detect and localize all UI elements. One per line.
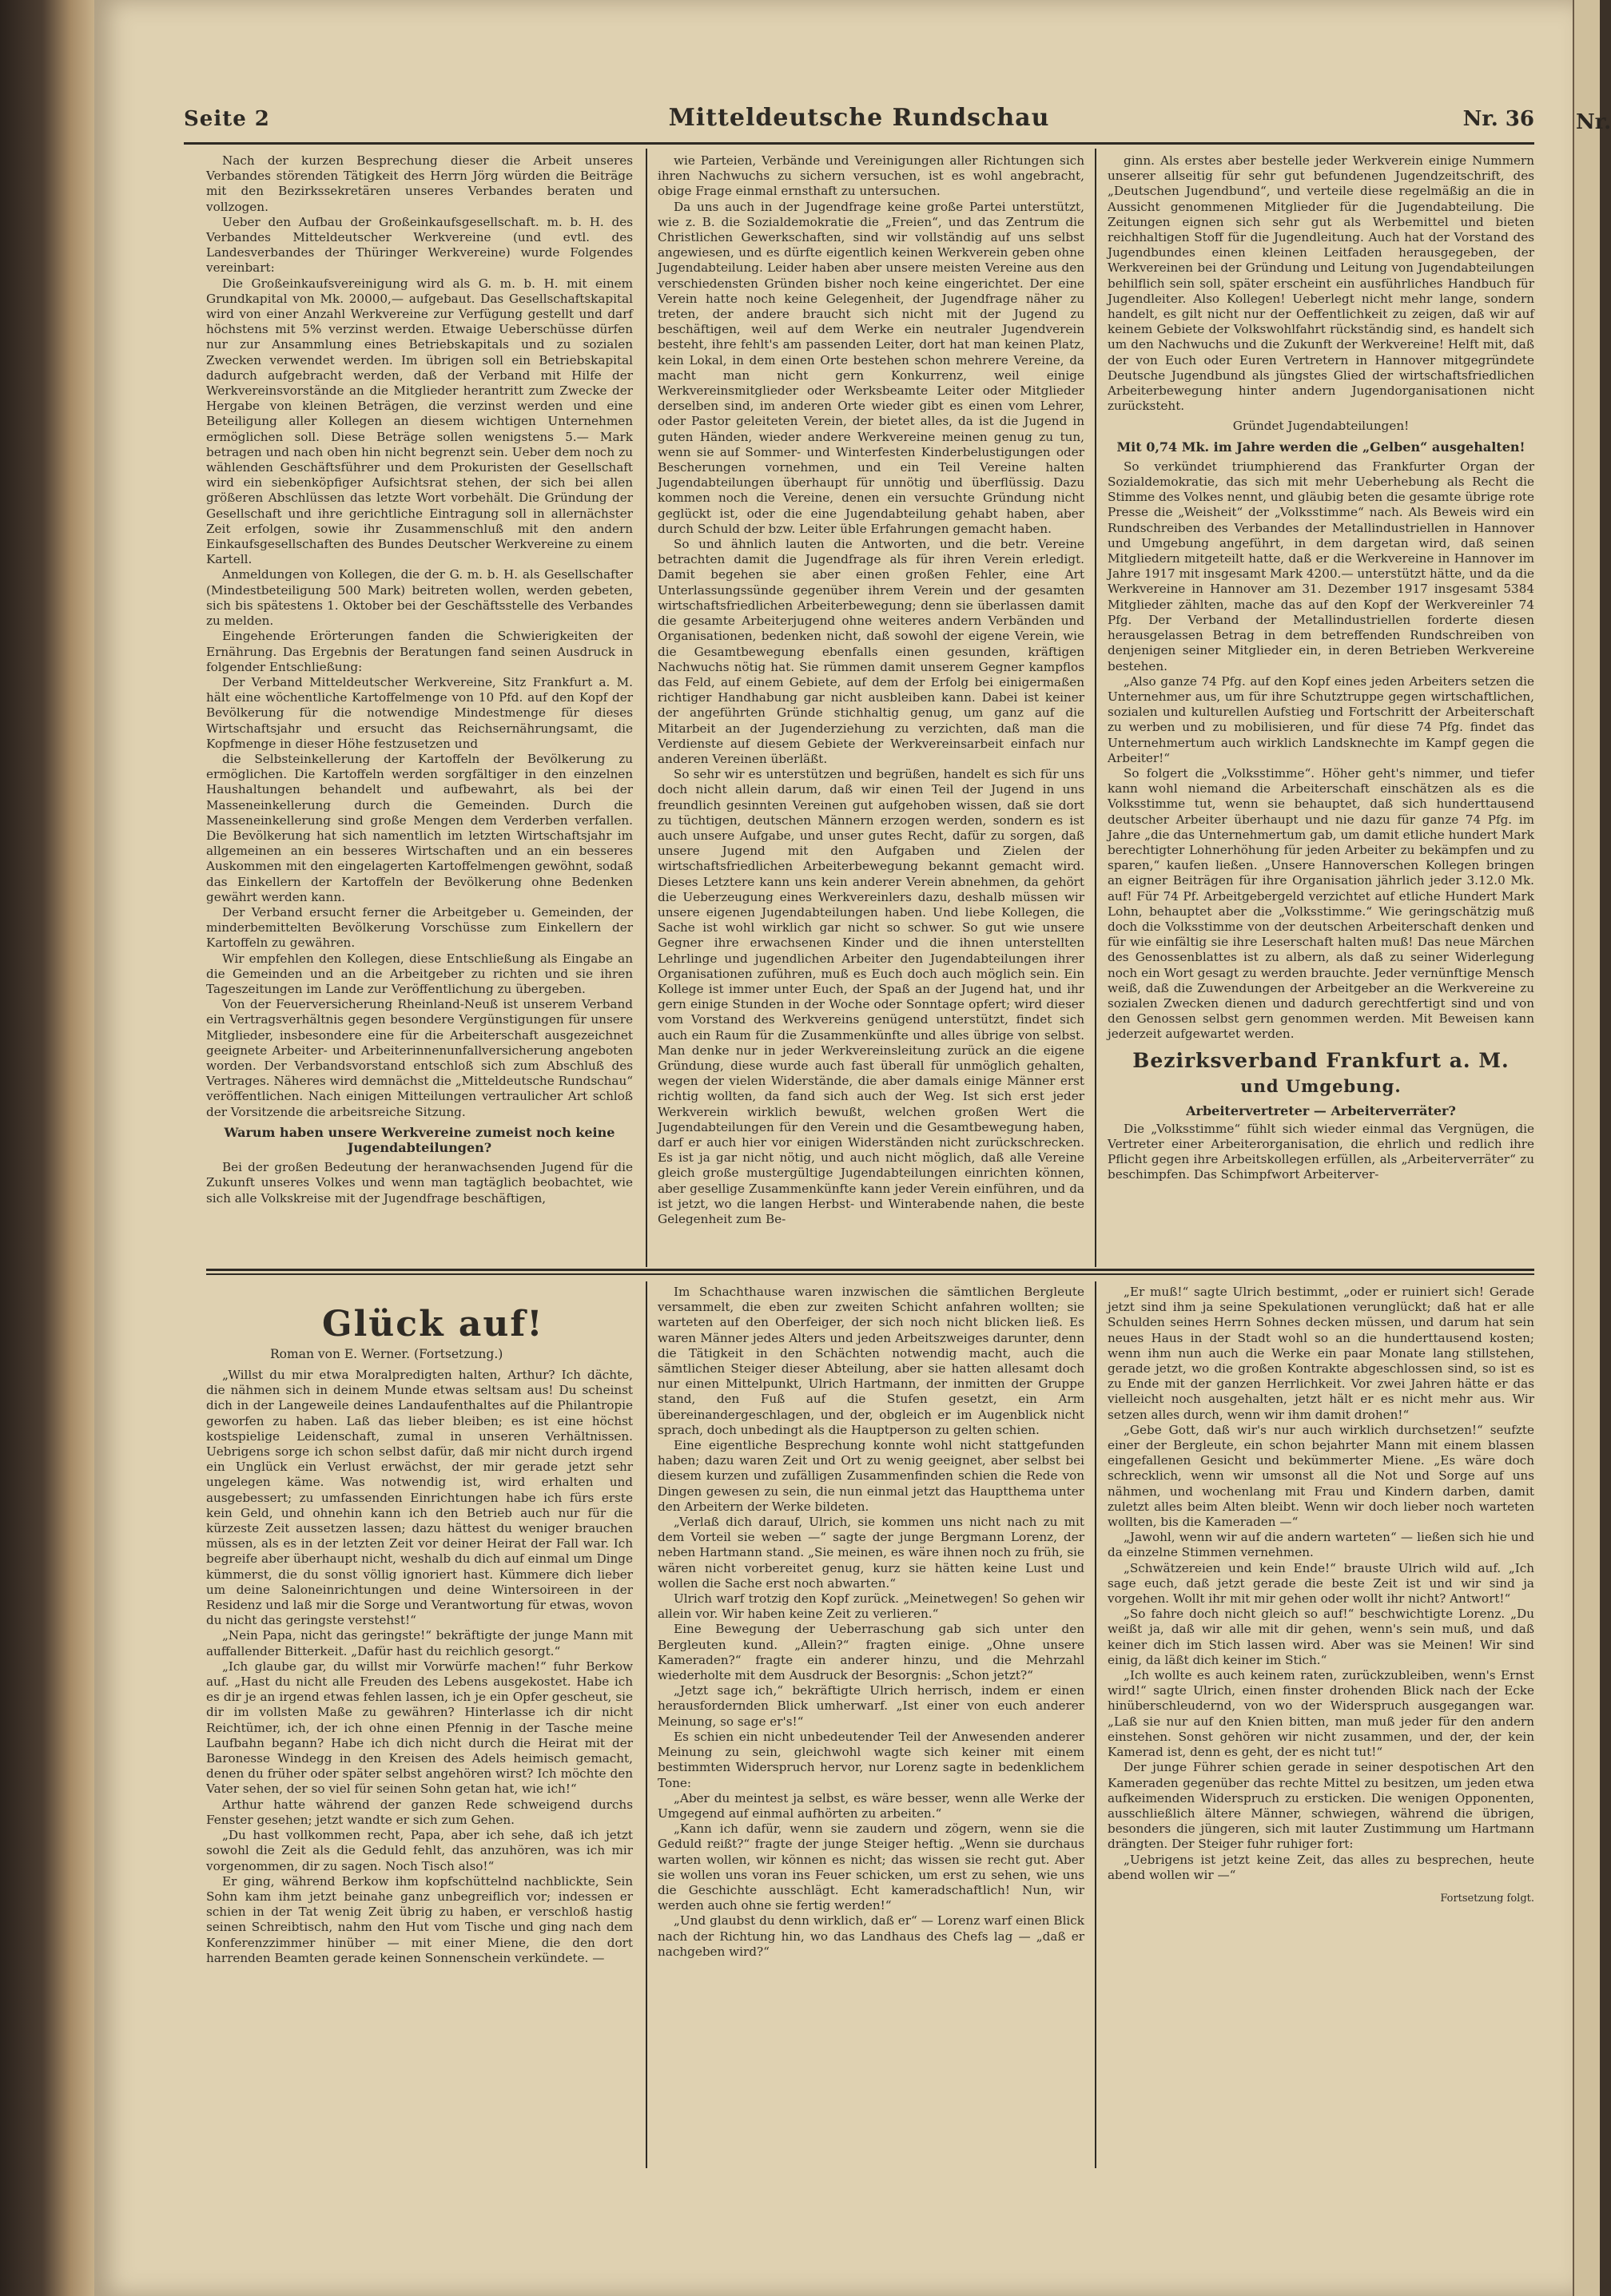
story-paragraph: „Du hast vollkommen recht, Papa, aber ich sehe, daß ich jetzt sowohl die Zeit als die Geduld fehlt, das anzuhören, was ich mir vorgenommen, dir zu sagen. Noch Tisch also!“ (206, 1828, 633, 1873)
paragraph: Der Verband Mitteldeutscher Werkvereine, Sitz Frankfurt a. M. hält eine wöchentliche Kartoffelmenge von 10 Pfd. auf den Kopf der Bevölkerung für die notwendige Mindestmenge für dieses Wirtschaftsjahr und ersucht das Reichsernährungsamt, die Kopfmenge in dieser Höhe festzusetzen und (206, 674, 633, 751)
page-header (184, 104, 1534, 137)
story-column-2 (658, 1285, 1084, 2163)
paragraph: So und ähnlich lauten die Antworten, und die betr. Vereine betrachten damit die Jugendfrage als für ihren Verein erledigt. Damit begehen sie aber einen großen Fehler, eine Art Unterlassungssünde gegenüber ihrem Verein und der gesamten wirtschaftsfriedlichen Arbeiterbewegung; denn sie überlassen damit die gesamte Arbeiterjugend ohne weiteres andern Verbänden und Organisationen, bedenken nicht, daß sowohl der eigene Verein, wie die Gesamtbewegung ebenfalls einen gesunden, kräftigen Nachwuchs nötig hat. Sie rümmen damit unserem Gegner kampflos das Feld, auf einem Gebiete, auf dem der Erfolg bei einigermaßen richtiger Handhabung gar nicht ausbleiben kann. Dabei ist keiner der angeführten Gründe stichhaltig genug, um ganz auf die Mitarbeit an der Jugenderziehung zu verzichten, daß man die Verdienste auf diesem Gebiete der Werkvereinsarbeit einfach nur anderen Vereinen überläßt. (658, 537, 1084, 766)
story-title: Glück auf! (322, 1304, 544, 1345)
story-paragraph: „Gebe Gott, daß wir's nur auch wirklich durchsetzen!“ seufzte einer der Bergleute, ein schon bejahrter Mann mit einem blassen eingefallenen Gesicht und bekümmerter Miene. „Es wäre doch schrecklich, wenn wir umsonst all die Not und Sorge auf uns nähmen, und wochenlang mit Frau und Kindern darben, damit zuletzt alles beim Alten bleibt. Wenn wir doch lieber noch warteten wollten, bis die Kameraden —“ (1108, 1422, 1534, 1530)
paragraph: So sehr wir es unterstützen und begrüßen, handelt es sich für uns doch nicht allein darum, daß wir einen Teil der Jugend in uns freundlich gesinnten Vereinen gut aufgehoben wissen, daß sie dort zu tüchtigen, deutschen Männern erzogen werden, sondern es ist auch unsere Aufgabe, und unser gutes Recht, dafür zu sorgen, daß unsere Jugend mit den Aufgaben und Zielen der wirtschaftsfriedlichen Arbeiterbewegung bekannt gemacht wird. Dieses Letztere kann uns kein anderer Verein abnehmen, da gehört die Ueberzeugung eines Werkvereinlers dazu, deshalb müssen wir unsere eigenen Jugendabteilungen haben. Und liebe Kollegen, die Sache ist wohl wirklich gar nicht so schwer. So gut wie unsere Gegner ihre erwachsenen Kinder und die ihnen unterstellten Lehrlinge und jugendlichen Arbeiter den Jugendabteilungen ihrer Organisationen zuführen, muß es Euch doch auch möglich sein. Ein Kollege ist immer unter Euch, der Spaß an der Jugend hat, und ihr gern einige Stunden in der Woche oder Sonntage opfert; wird dieser vom Vorstand des Werkvereins genügend unterstützt, findet sich auch ein Raum für die Zusammenkünfte und alles übrige von selbst. Man denke nur in jeder Werkvereinsleitung zurück an die eigene Gründung, diese wurde auch fast überall für unmöglich gehalten, wegen der vielen Widerstände, die aber damals einige Männer erst richtig wollten, da fand sich auch der Weg. Ist sich erst jeder Werkverein wirklich bewußt, welchen großen Wert die Jugendabteilungen für den Verein und die Gesamtbewegung haben, darf er auch hier vor einigen Widerständen nicht zurückschrecken. Es ist ja gar nicht nötig, und auch nicht möglich, daß alle Vereine gleich große mustergültige Jugendabteilungen einrichten können, aber gesellige Zusammenkünfte kann jeder Verein einführen, und da ist jetzt, wo die langen Herbst- und Winterabende nahen, die beste Gelegenheit zum Be- (658, 767, 1084, 1227)
paragraph: Ueber den Aufbau der Großeinkaufsgesellschaft. m. b. H. des Verbandes Mitteldeutscher Werkvereine (und evtl. des Landesverbandes der Thüringer Werkvereine) wurde Folgendes vereinbart: (206, 214, 633, 276)
story-byline: Roman von E. Werner. (Fortsetzung.) (270, 1347, 503, 1361)
column-3 (1108, 153, 1534, 1256)
column-divider (646, 1281, 647, 2168)
story-paragraph: „Jawohl, wenn wir auf die andern warteten“ — ließen sich hie und da einzelne Stimmen vernehmen. (1108, 1530, 1534, 1560)
story-paragraph: „So fahre doch nicht gleich so auf!“ beschwichtigte Lorenz. „Du weißt ja, daß wir alle mit dir gehen, wenn's sein muß, und daß keiner dich im Stich lassen wird. Aber was sie Meinen! Wir sind einig, da läßt dich keiner im Stich.“ (1108, 1607, 1534, 1667)
newspaper-page (94, 0, 1573, 2296)
story-paragraph: „Er muß!“ sagte Ulrich bestimmt, „oder er ruiniert sich! Gerade jetzt sind ihm ja seine Spekulationen verunglückt; daß hat er alle Schulden seines Herrn Sohnes decken müssen, und darum hat sein neues Haus in der Stadt wohl so an die hunderttausend kosten; wenn ihm nun auch die Werke ein paar Monate lang stillstehen, gerade jetzt, wo die großen Kontrakte abgeschlossen sind, so ist es zu Ende mit der ganzen Herrlichkeit. Vor zwei Jahren hätte er das vielleicht noch ausgehalten, jetzt hält er es nicht mehr aus. Wir setzen alles durch, wenn wir ihm damit drohen!“ (1108, 1285, 1534, 1422)
story-paragraph: Im Schachthause waren inzwischen die sämtlichen Bergleute versammelt, die eben zur zweiten Schicht anfahren wollten; sie warteten auf den Oberfeiger, der sich noch nicht blicken ließ. Es waren Männer jedes Alters und jeden Arbeitszweiges darunter, denn die Tätigkeit in den Schächten notwendig macht, auch die sämtlichen Steiger dieser Abteilung, aber sie hatten allesamt doch nur einen Mittelpunkt, Ulrich Hartmann, der inmitten der Gruppe stand, den Fuß auf die Stufen gesetzt, ein Arm übereinandergeschlagen, und der, obgleich er im Augenblick nicht sprach, doch unbedingt als die Hauptperson zu gelten schien. (658, 1285, 1084, 1437)
story-paragraph: „Aber du meintest ja selbst, es wäre besser, wenn alle Werke der Umgegend auf einmal aufhörten zu arbeiten.“ (658, 1790, 1084, 1821)
paragraph: So folgert die „Volksstimme“. Höher geht's nimmer, und tiefer kann wohl niemand die Arbeiterschaft einschätzen als es die Volksstimme tut, wenn sie behauptet, daß sich hunderttausend deutscher Arbeiter überhaupt und nie dazu für ganze 74 Pfg. im Jahre „die das Unternehmertum gab, um damit etliche hundert Mark berechtigter Lohnerhöhung für jeden Arbeiter zu bekämpfen und zu sparen,“ kaufen ließen. „Unsere Hannoverschen Kollegen bringen an eigner Beiträgen für ihre Organisation jährlich jeder 3.12.0 Mk. auf! Für 74 Pf. Arbeitgebergeld verzichtet auf etliche Hundert Mark Lohn, behauptet aber die „Volksstimme.“ Wie geringschätzig muß doch die Volksstimme von der deutschen Arbeiterschaft denken und für wie einfältig sie ihre Leserschaft halten muß! Das neue Märchen des Genossenblattes ist zu albern, als daß zu seiner Widerlegung noch ein Wort gesagt zu werden brauchte. Jeder vernünftige Mensch weiß, daß die Zuwendungen der Arbeitgeber an die Werkvereine zu sozialen Zwecken dienen und dadurch gerechtfertigt sind und von den Genossen selbst gern genommen werden. Mit Beweisen kann jederzeit aufgewartet werden. (1108, 765, 1534, 1042)
story-paragraph: Der junge Führer schien gerade in seiner despotischen Art den Kameraden gegenüber das rechte Mittel zu besitzen, um jeden etwa aufkeimenden Widerspruch zu ersticken. Die wenigen Opponenten, ausschließlich ältere Männer, schwiegen, während die übrigen, besonders die jüngeren, sich mit lauter Zustimmung um Hartmann drängten. Der Steiger fuhr ruhiger fort: (1108, 1760, 1534, 1852)
paragraph: wie Parteien, Verbände und Vereinigungen aller Richtungen sich ihren Nachwuchs zu sichern versuchen, ist es wohl angebracht, obige Frage einmal ernsthaft zu untersuchen. (658, 153, 1084, 199)
section-title: Warum haben unsere Werkvereine zumeist noch keine Jugendabteilungen? (224, 1124, 615, 1155)
story-paragraph: „Jetzt sage ich,“ bekräftigte Ulrich herrisch, indem er einen herausfordernden Blick umherwarf. „Ist einer von euch anderer Meinung, so sage er's!“ (658, 1683, 1084, 1729)
paragraph: Der Verband ersucht ferner die Arbeitgeber u. Gemeinden, der minderbemittelten Bevölkerung Vorschüsse zum Einkellern der Kartoffeln zu gewähren. (206, 904, 633, 951)
story-paragraph: Eine Bewegung der Ueberraschung gab sich unter den Bergleuten kund. „Allein?“ fragten einige. „Ohne unsere Kameraden?“ fragte ein anderer hinzu, und die Mehrzahl wiederholte mit dem Ausdruck der Besorgnis: „Schon jetzt?“ (658, 1622, 1084, 1683)
story-column-1 (206, 1368, 633, 2167)
column-1 (206, 153, 633, 1256)
continuation-note: Fortsetzung folgt. (1440, 1892, 1534, 1905)
issue-number: Nr. 36 (1462, 107, 1534, 131)
paragraph: Wir empfehlen den Kollegen, diese Entschließung als Eingabe an die Gemeinden und an die Arbeitgeber zu richten und sie ihren Tageszeitungen im Lande zur Veröffentlichung zu übergeben. (206, 951, 633, 996)
adjacent-page-edge (1573, 0, 1611, 2296)
paragraph: Da uns auch in der Jugendfrage keine große Partei unterstützt, wie z. B. die Sozialdemokratie die „Freien“, und das Zentrum die Christlichen Gewerkschaften, sind wir vollständig auf uns selbst angewiesen, und es dürfte eigentlich keinen Werkverein geben ohne Jugendabteilung. Leider haben aber unsere meisten Vereine aus den verschiedensten Gründen bisher noch keine eingerichtet. Der eine Verein hatte noch keine Gelegenheit, der Jugendfrage näher zu treten, der andere braucht sich nicht mit der Jugend zu beschäftigen, weil auf dem Werke ein neutraler Jugendverein besteht, ihre fehlt's am passenden Leiter, dort hat man keinen Platz, kein Lokal, in dem einen Orte bestehen schon mehrere Vereine, da macht man nicht gern Konkurrenz, weil einige Werkvereinsmitglieder oder Werksbeamte Leiter oder Mitglieder derselben sind, im anderen Orte wieder gibt es einen vom Lehrer, oder Pastor geleiteten Verein, der bietet alles, da ist die Jugend in guten Händen, wieder andere Werkvereine meinen genug zu tun, wenn sie auf Sommer- und Winterfesten Kinderbelustigungen oder Bescherungen vornehmen, und ein Teil Vereine halten Jugendabteilungen überhaupt für unnötig und überflüssig. Dazu kommen noch die Vereine, denen ein versuchte Gründung nicht geglückt ist, oder die eine Jugendabteilung gehabt haben, aber durch Schuld der bzw. Leiter üble Erfahrungen gemacht haben. (658, 199, 1084, 536)
story-column-3 (1108, 1285, 1534, 2163)
column-divider (646, 149, 647, 1267)
section-title: Mit 0,74 Mk. im Jahre werden die „Gelben“ ausgehalten! (1116, 439, 1525, 455)
section-title: Bezirksverband Frankfurt a. M. (1132, 1048, 1510, 1072)
story-paragraph: „Uebrigens ist jetzt keine Zeit, das alles zu besprechen, heute abend wollen wir —“ (1108, 1852, 1534, 1882)
adjacent-page-header: Nr. (1576, 110, 1611, 134)
page-label: Seite 2 (184, 107, 270, 131)
slogan: Gründet Jugendabteilungen! (1232, 419, 1410, 434)
header-rule (184, 142, 1534, 145)
paragraph: So verkündet triumphierend das Frankfurter Organ der Sozialdemokratie, das sich mit mehr Ueberhebung als Recht die Stimme des Volkes nennt, und gläubig beten die gesamte übrige rote Presse die „Weisheit“ der „Volksstimme“ nach. Als Beweis wird ein Rundschreiben des Verbandes der Metallindustriellen in Hannover und Umgebung angeführt, in dem dargetan wird, daß seinen Mitgliedern mitgeteilt hatte, daß er die Werkvereine in Hannover im Jahre 1917 mit insgesamt Mark 4200.— unterstützt hätte, und da die Werkvereine in Hannover am 31. Dezember 1917 insgesamt 5384 Mitglieder zählten, mache das auf den Kopf der Werkvereinler 74 Pfg. Der Verband der Metallindustriellen forderte diesen herausgelassen Betrag in dem betreffenden Rundschreiben von denjenigen seiner Mitglieder ein, in deren Betrieben Werkvereine bestehen. (1108, 459, 1534, 673)
column-divider (1095, 149, 1096, 1267)
book-binding (0, 0, 94, 2296)
paragraph: Die Großeinkaufsvereinigung wird als G. m. b. H. mit einem Grundkapital von Mk. 20000,— aufgebaut. Das Gesellschaftskapital wird von einer Anzahl Werkvereine zur Verfügung gestellt und darf höchstens mit 5% verzinst werden. Etwaige Ueberschüsse dürfen nur zur Ansammlung eines Betriebskapitals und zu sozialen Zwecken verwendet werden. Im übrigen soll ein Betriebskapital dadurch aufgebracht werden, daß der Verband mit Hilfe der Werkvereinsvorstände an die Mitglieder herantritt zum Zwecke der Hergabe von kleinen Beträgen, die verzinst werden und eine Beteiligung aller Kollegen an diesem wichtigen Unternehmen ermöglichen soll. Diese Beträge sollen wenigstens 5.— Mark betragen und nach oben hin nicht begrenzt sein. Ueber dem noch zu wählenden Geschäftsführer und dem Prokuristen der Gesellschaft wird ein siebenköpfiger Aufsichtsrat stehen, der sich bei allen größeren Abschlüssen das letzte Wort vorbehält. Die Gründung der Gesellschaft und ihre gerichtliche Eintragung soll in allernächster Zeit erfolgen, sowie ihr Zusammenschluß mit den andern Einkaufsgesellschaften des Bundes Deutscher Werkvereine zu einem Kartell. (206, 276, 633, 567)
section-subtitle: und Umgebung. (1240, 1075, 1402, 1096)
story-paragraph: Arthur hatte während der ganzen Rede schweigend durchs Fenster gesehen; jetzt wandte er sich zum Gehen. (206, 1797, 633, 1827)
story-paragraph: „Kann ich dafür, wenn sie zaudern und zögern, wenn sie die Geduld reißt?“ fragte der junge Steiger heftig. „Wenn sie durchaus warten wollen, wir können es nicht; das wissen sie recht gut. Aber sie wollen uns voran ins Feuer schicken, um erst zu sehen, wie uns die Geschichte ausschlägt. Echt kameradschaftlich! Nun, wir werden auch ohne sie fertig werden!“ (658, 1821, 1084, 1913)
section-rule (206, 1273, 1534, 1275)
paragraph: ginn. Als erstes aber bestelle jeder Werkverein einige Nummern unserer allseitig für sehr gut befundenen Jugendzeitschrift, des „Deutschen Jugendbund“, und verteile diese regelmäßig an die in Aussicht genommenen Mitglieder für die Jugendabteilung. Die Zeitungen eignen sich sehr gut als Werbemittel und bieten reichhaltigen Stoff für die Jugendleitung. Auch hat der Vorstand des Jugendbundes einen kleinen Leitfaden herausgegeben, der Werkvereinen bei der Gründung und Leitung von Jugendabteilungen behilflich sein soll, später erscheint ein ausführliches Handbuch für Jugendleiter. Also Kollegen! Ueberlegt nicht mehr lange, sondern handelt, es gilt nicht nur der Oeffentlichkeit zu zeigen, daß wir auf keinem Gebiete der Volkswohlfahrt rückständig sind, es handelt sich um den Nachwuchs und die Zukunft der Werkvereine! Helft mit, daß der von Euch oder Euren Vertretern in Hannover mitgegründete Deutsche Jugendbund als jüngstes Glied der wirtschaftsfriedlichen Arbeiterbewegung hinter andern Jugendorganisationen nicht zurücksteht. (1108, 153, 1534, 414)
story-paragraph: Er ging, während Berkow ihm kopfschüttelnd nachblickte, Sein Sohn kam ihm jetzt beinahe ganz unbegreiflich vor; indessen er schien in der Tat wenig Zeit übrig zu haben, er verschloß hastig seinen Schreibtisch, nahm den Hut vom Tische und ging nach dem Konferenzzimmer hinüber — mit einer Miene, die den dort harrenden Beamten gerade keinen Sonnenschein verkündete. — (206, 1873, 633, 1965)
section-rule (206, 1269, 1534, 1271)
paragraph: die Selbsteinkellerung der Kartoffeln der Bevölkerung zu ermöglichen. Die Kartoffeln werden sorgfältiger in den einzelnen Haushaltungen behandelt und aufbewahrt, als bei der Masseneinkellerung durch die Gemeinden. Durch die Masseneinkellerung sind große Mengen dem Verderben verfallen. Die Bevölkerung hat sich namentlich im letzten Wirtschaftsjahr im allgemeinen an ein besseres Wirtschaften und an ein besseres Auskommen mit den eingelagerten Kartoffelmengen gewöhnt, sodaß das Einkellern der Kartoffeln der Bevölkerung ohne Bedenken gewährt werden kann. (206, 751, 633, 904)
column-divider (1095, 1281, 1096, 2168)
paragraph: Eingehende Erörterungen fanden die Schwierigkeiten der Ernährung. Das Ergebnis der Beratungen fand seinen Ausdruck in folgender Entschließung: (206, 629, 633, 674)
paragraph: Von der Feuerversicherung Rheinland-Neuß ist unserem Verband ein Vertragsverhältnis gegen besondere Vergünstigungen für unsere Mitglieder, insbesondere eine für die Arbeiterschaft ausgezeichnet geeignete Arbeiter- und Arbeiterinnenunfallversicherung angeboten worden. Der Verbandsvorstand entschloß sich zum Abschluß des Vertrages. Näheres wird demnächst die „Mitteldeutsche Rundschau“ veröffentlichen. Nach einigen Mitteilungen vertraulicher Art schloß der Vorsitzende die arbeitsreiche Sitzung. (206, 997, 633, 1119)
story-paragraph: „Ich glaube gar, du willst mir Vorwürfe machen!“ fuhr Berkow auf. „Hast du nicht alle Freuden des Lebens ausgekostet. Habe ich es dir je an irgend etwas fehlen lassen, ich je ein Opfer gescheut, sie dir im vollsten Maße zu gewähren? Hinterlasse ich dir nicht Reichtümer, ich, der ich ohne einen Pfennig in der Tasche meine Laufbahn begann? Habe ich dich nicht durch die Heirat mit der Baronesse Windegg in den Kreisen des Adels heimisch gemacht, denen du früher oder später selbst angehören wirst? Ich möchte den Vater sehen, der so viel für seinen Sohn getan hat, wie ich!“ (206, 1658, 633, 1797)
column-2 (658, 153, 1084, 1256)
story-paragraph: „Schwätzereien und kein Ende!“ brauste Ulrich wild auf. „Ich sage euch, daß jetzt gerade die beste Zeit ist und wir sind ja vorgehen. Wollt ihr mit mir gehen oder wollt ihr nicht? Antwort!“ (1108, 1560, 1534, 1607)
paragraph: Nach der kurzen Besprechung dieser die Arbeit unseres Verbandes störenden Tätigkeit des Herrn Jörg würden die Beiträge mit den Bezirkssekretären unseres Verbandes beraten und vollzogen. (206, 153, 633, 214)
paragraph: „Also ganze 74 Pfg. auf den Kopf eines jeden Arbeiters setzen die Unternehmer aus, um für ihre Schutztruppe gegen wirtschaftlichen, sozialen und kulturellen Aufstieg und Fortschritt der Arbeiterschaft zu werben und zu mobilisieren, und für diese 74 Pfg. findet das Unternehmertum auch wirklich Landsknechte im Kampf gegen die Arbeiter!“ (1108, 673, 1534, 765)
story-paragraph: Eine eigentliche Besprechung konnte wohl nicht stattgefunden haben; dazu waren Zeit und Ort zu wenig geeignet, aber selbst bei diesem kurzen und zufälligen Zusammenfinden schien die Rede von Dingen gewesen zu sein, die nun einmal jetzt das Hauptthema unter den Arbeitern der Werke bildeten. (658, 1438, 1084, 1514)
paragraph: Die „Volksstimme“ fühlt sich wieder einmal das Vergnügen, die Vertreter einer Arbeiterorganisation, die ehrlich und redlich ihre Pflicht gegen ihre Arbeitskollegen erfüllen, als „Arbeiterverräter“ zu beschimpfen. Das Schimpfwort Arbeiterver- (1108, 1121, 1534, 1182)
story-paragraph: Es schien ein nicht unbedeutender Teil der Anwesenden anderer Meinung zu sein, gleichwohl wagte sich keiner mit einem bestimmten Widerspruch hervor, nur Lorenz sagte in bedenklichem Tone: (658, 1729, 1084, 1790)
story-paragraph: „Willst du mir etwa Moralpredigten halten, Arthur? Ich dächte, die nähmen sich in deinem Munde etwas seltsam aus! Du scheinst dich in der Langeweile deines Landaufenthaltes auf die Philantropie geworfen zu haben. Laß das lieber bleiben; es ist eine höchst kostspielige Leidenschaft, zumal in unseren Verhältnissen. Uebrigens sorge ich schon selbst dafür, daß mir nicht durch irgend ein Unglück ein Verlust erwächst, der mir gerade jetzt sehr ungelegen käme. Was notwendig ist, wird erhalten und ausgebessert; zu umfassenden Einrichtungen habe ich fürs erste kein Geld, und ohnehin kann ich den Betrieb auch nur für die kürzeste Zeit aussetzen lassen; dazu hättest du weniger brauchen müssen, als es in der letzten Zeit vor deiner Heirat der Fall war. Ich begreife aber überhaupt nicht, weshalb du dich auf einmal um Dinge kümmerst, die du sonst völlig ignoriert hast. Kümmere dich lieber um deine Saloneinrichtungen und deine Wintersoireen in der Residenz und laß mir die Sorge und Verantwortung für etwas, wovon du nicht das geringste verstehst!“ (206, 1368, 633, 1628)
section-lede: Arbeitervertreter — Arbeiterverräter? (1186, 1102, 1456, 1118)
story-paragraph: „Nein Papa, nicht das geringste!“ bekräftigte der junge Mann mit auffallender Bitterkeit. „Dafür hast du reichlich gesorgt.“ (206, 1628, 633, 1658)
masthead: Mitteldeutsche Rundschau (668, 104, 1050, 132)
story-paragraph: Ulrich warf trotzig den Kopf zurück. „Meinetwegen! So gehen wir allein vor. Wir haben keine Zeit zu verlieren.“ (658, 1591, 1084, 1622)
story-paragraph: „Verlaß dich darauf, Ulrich, sie kommen uns nicht nach zu mit dem Vorteil sie weben —“ sagte der junge Bergmann Lorenz, der neben Hartmann stand. „Sie meinen, es wäre ihnen noch zu früh, sie wären nicht vorbereitet genug, kurz sie hätten keine Lust und wollen die Sache erst noch abwarten.“ (658, 1515, 1084, 1591)
story-paragraph: „Und glaubst du denn wirklich, daß er“ — Lorenz warf einen Blick nach der Richtung hin, wo das Landhaus des Chefs lag — „daß er nachgeben wird?“ (658, 1913, 1084, 1959)
paragraph: Anmeldungen von Kollegen, die der G. m. b. H. als Gesellschafter (Mindestbeteiligung 500 Mark) beitreten wollen, werden gebeten, sich bis spätestens 1. Oktober bei der Geschäftsstelle des Verbandes zu melden. (206, 567, 633, 629)
paragraph: Bei der großen Bedeutung der heranwachsenden Jugend für die Zukunft unseres Volkes und wenn man tagtäglich beobachtet, wie sich alle Volkskreise mit der Jugendfrage beschäftigen, (206, 1160, 633, 1206)
story-paragraph: „Ich wollte es auch keinem raten, zurückzubleiben, wenn's Ernst wird!“ sagte Ulrich, einen finster drohenden Blick nach der Ecke hinüberschleudernd, von wo der Widerspruch ausgegangen war. „Laß sie nur auf den Knien bitten, man muß jeder für den andern einstehen. Sonst gehören wir nicht zusammen, und der, der kein Kamerad ist, denn es geht, der es nicht tut!“ (1108, 1668, 1534, 1760)
